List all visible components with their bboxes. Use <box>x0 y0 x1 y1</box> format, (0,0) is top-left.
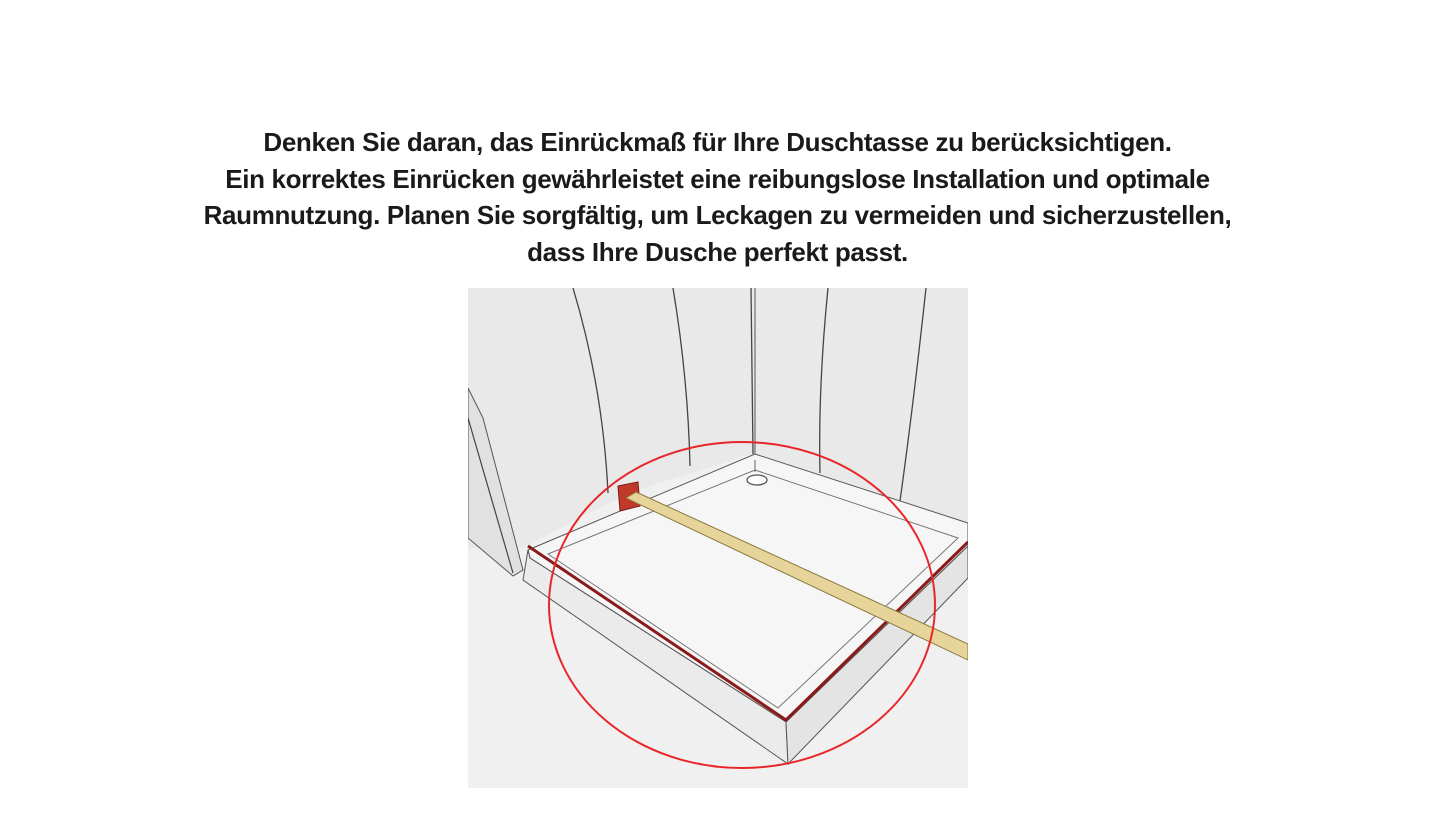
caption-line-3: Raumnutzung. Planen Sie sorgfältig, um Leckagen zu vermeiden und sicherzustellen, <box>203 200 1232 230</box>
caption-line-1: Denken Sie daran, das Einrückmaß für Ihre Duschtasse zu berücksichtigen. <box>263 127 1172 157</box>
caption-line-4: dass Ihre Dusche perfekt passt. <box>527 236 908 267</box>
shower-tray-illustration <box>468 288 968 788</box>
caption-line-2: Ein korrektes Einrücken gewährleistet eine reibungslose Installation und optimale <box>225 163 1210 194</box>
instruction-caption <box>0 124 1435 270</box>
shower-tray-indent-illustration <box>468 288 968 788</box>
drain-icon <box>747 475 767 485</box>
